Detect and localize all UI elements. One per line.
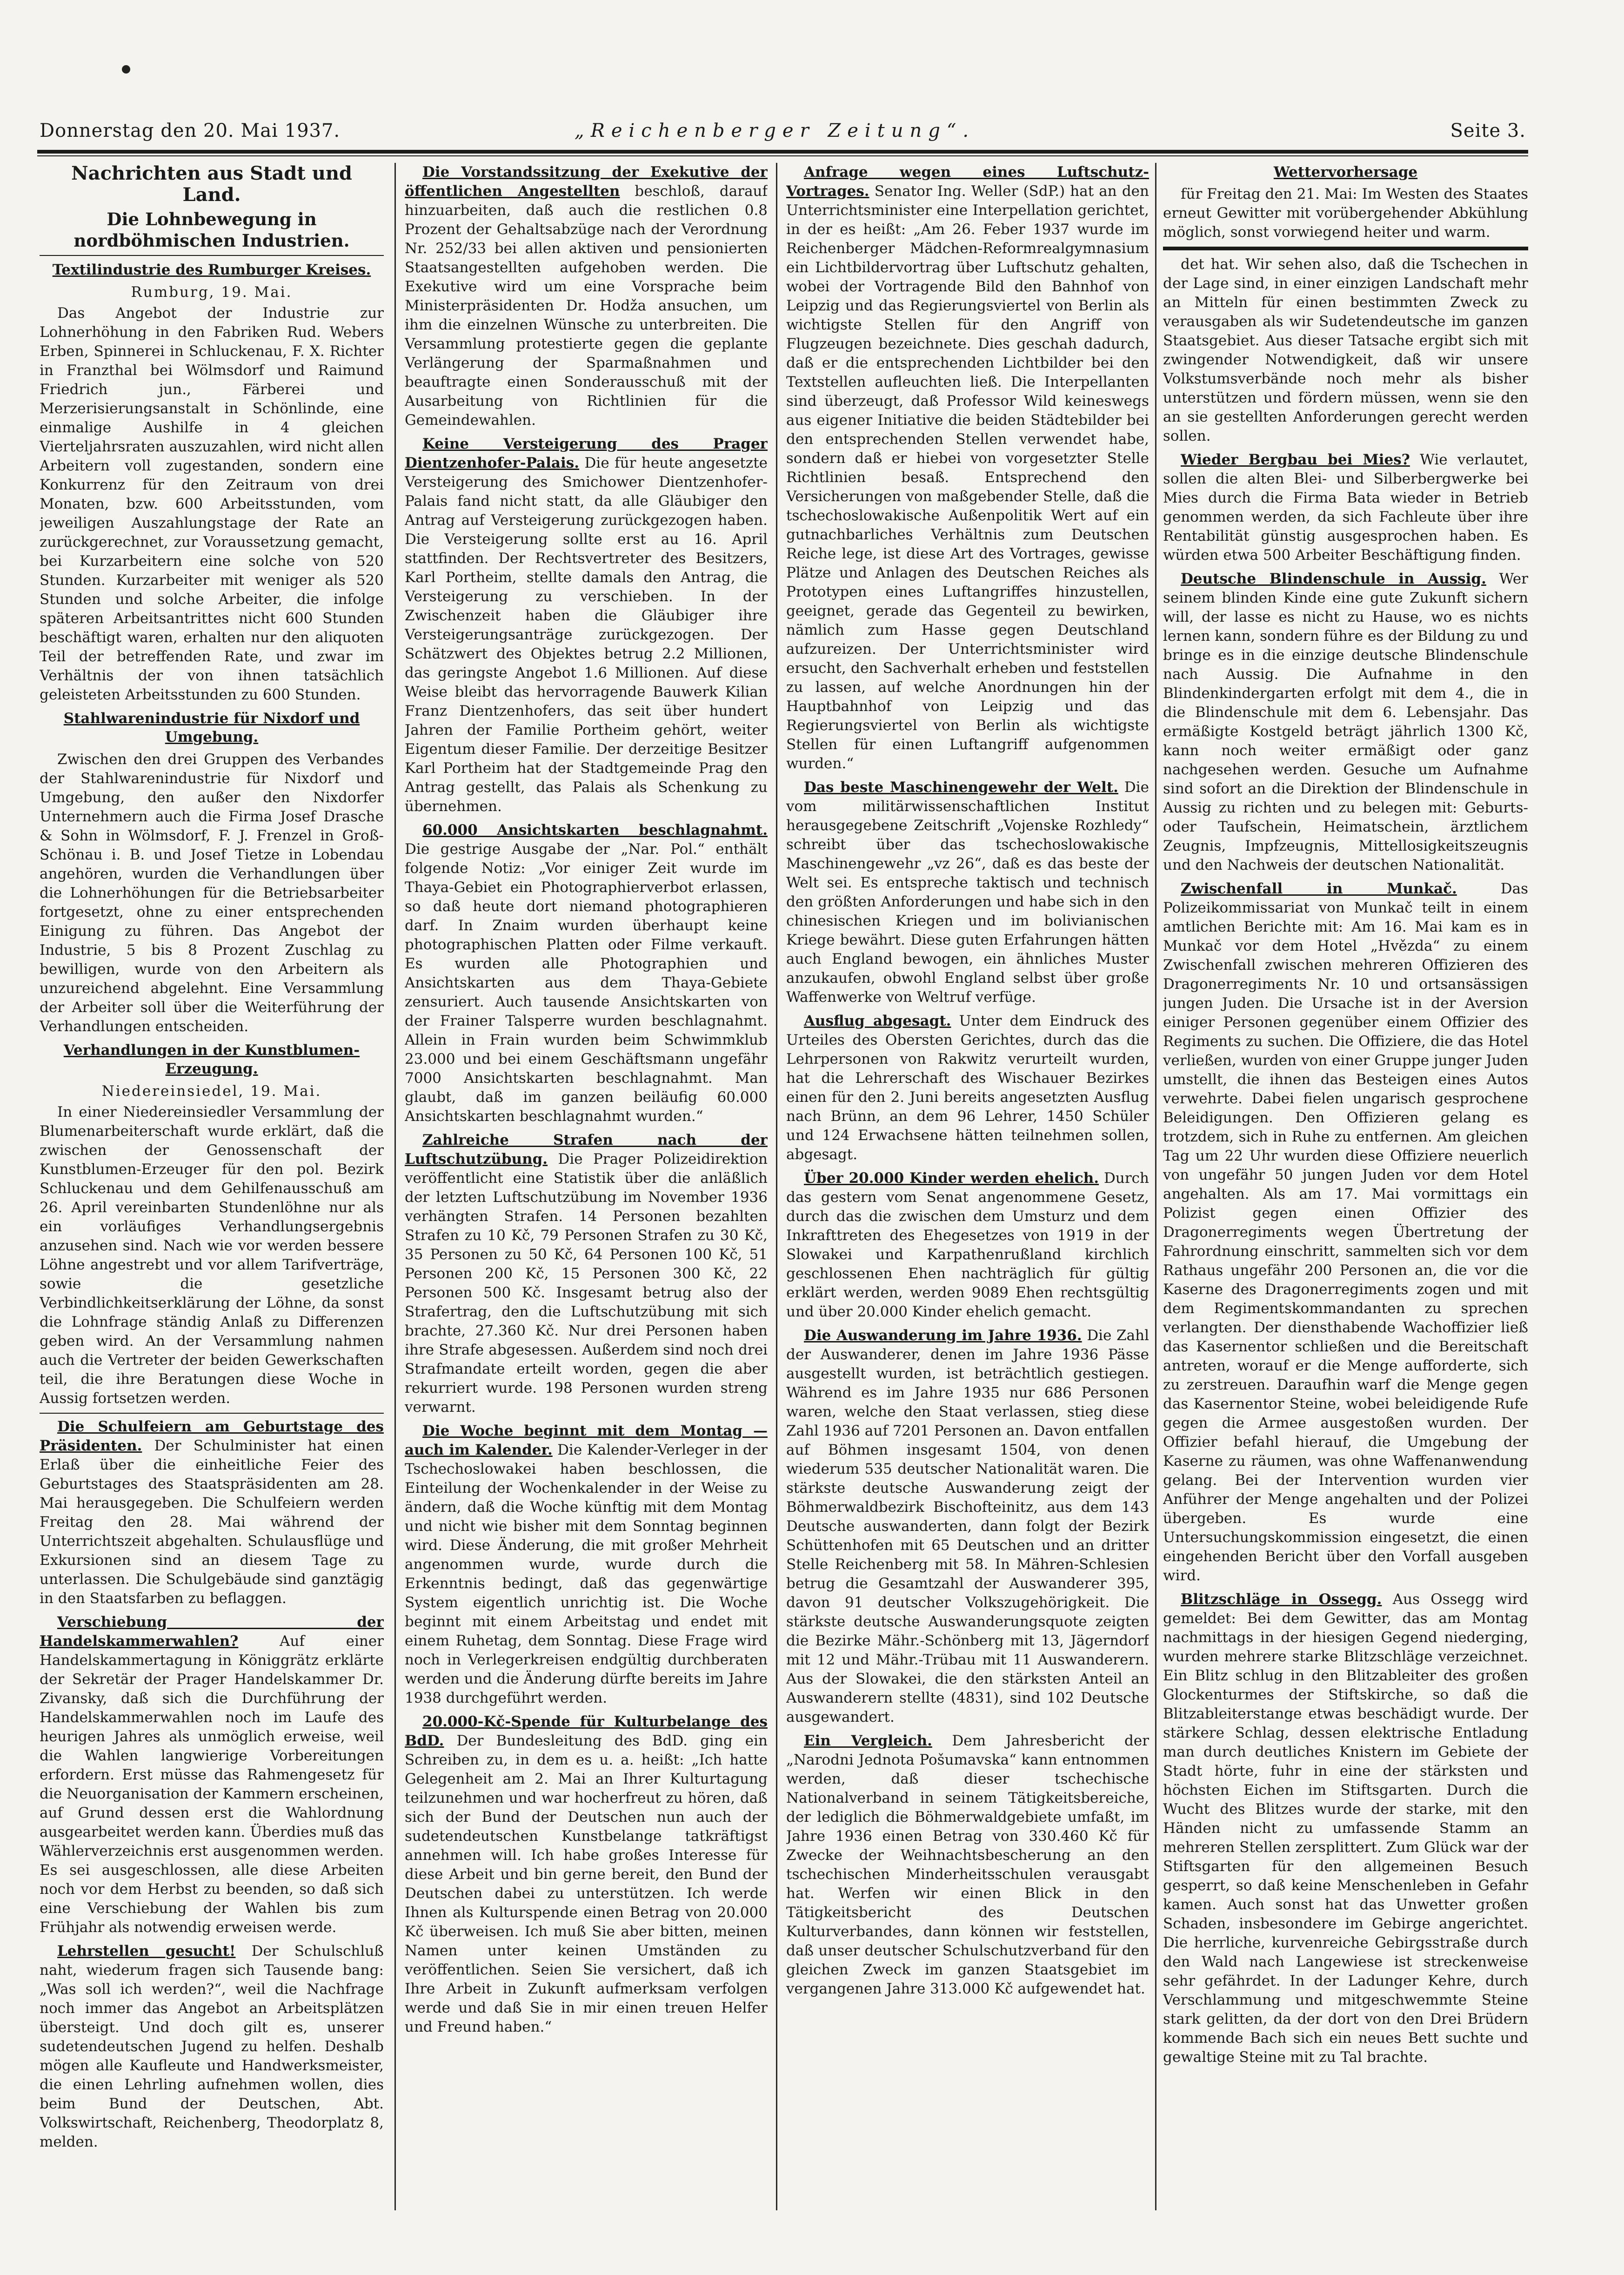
article-title: Verhandlungen in der Kunstblumen-Erzeugung. [63, 1042, 360, 1077]
article-text: Wer seinem blinden Kinde eine gute Zukunft sichern will, der lasse es nicht zu Hause, wo es nichts lernen kann, sondern führe es der Bildung zu und bringe es in die einzige deutsche Blindenschule nach Aussig. Die Aufnahme in den Blindenkindergarten erfolgt mit dem 4., die in die Blindenschule mit dem 6. Lebensjahr. Das ermäßigte Kostgeld beträgt jährlich 1300 Kč, kann noch weiter ermäßigt oder ganz nachgesehen werden. Gesuche um Aufnahme sind sofort an die Direktion der Blindenschule in Aussig zu richten und zu belegen mit: Geburts- oder Taufschein, Heimatschein, ärztlichem Zeugnis, Impfzeugnis, Mittellosigkeitszeugnis und den Nachweis der deutschen Nationalität. [1163, 570, 1528, 873]
article-text: Die vom militärwissenschaftlichen Institut herausgegebene Zeitschrift „Vojenske Rozhledy“ schreibt über das tschechoslowakische Maschinengewehr „vz 26“, daß es das beste der Welt sei. Es entspreche taktisch und technisch den größten Anforderungen und habe sich in den chinesischen Kriegen und im bolivianischen Kriege bewährt. Diese guten Erfahrungen hätten auch England bewogen, ein ähnliches Muster anzukaufen, obwohl England selbst über große Waffenwerke von Weltruf verfüge. [786, 779, 1149, 1006]
article-text: Unter dem Eindruck des Urteiles des Obersten Gerichtes, durch das die Lehrpersonen von Rakwitz verurteilt wurden, hat die Lehrerschaft des Wischauer Bezirkes einen für den 2. Juni bereits angesetzten Ausflug nach Brünn, an dem 96 Lehrer, 1450 Schüler und 124 Erwachsene hätten teilnehmen sollen, abgesagt. [786, 1013, 1149, 1163]
article-title: Das beste Maschinengewehr der Welt. [804, 779, 1118, 796]
article-title: Blitzschläge in Ossegg. [1181, 1591, 1382, 1608]
article-title: Die Woche beginnt mit dem Montag — auch im Kalender. [405, 1423, 768, 1458]
article-title: Ein Vergleich. [804, 1732, 932, 1749]
article-dateline: Niedereinsiedel, 19. Mai. [101, 1083, 322, 1100]
divider [40, 1413, 384, 1414]
article-text: Durch das gestern vom Senat angenommene Gesetz, durch das die zwischen dem Umsturz und dem Inkrafttreten des Ehegesetzes von 1919 in der Slowakei und Karpathenrußland kirchlich geschlossenen Ehen nachträglich für gültig erklärt werden, werden 9089 Ehen rechtsgültig und über 20.000 Kinder ehelich gemacht. [786, 1170, 1149, 1320]
article-text: Senator Ing. Weller (SdP.) hat an den Unterrichtsminister eine Interpellation gerichtet, in der es heißt: „Am 26. Feber 1937 wurde im Reichenberger Mädchen-Reformrealgymnasium ein Lichtbildervortrag über Luftschutz gehalten, wobei der Vortragende Bild den Bahnhof von Leipzig und das Regierungsviertel von Berlin als wichtigste Stellen für den Angriff von Flugzeugen bezeichnete. Dies geschah dadurch, daß er die entsprechenden Lichtbilder bei den Textstellen aufleuchten ließ. Die Interpellanten sind überzeugt, daß Professor Wild keineswegs aus eigener Initiative die beiden Städtebilder bei den entsprechenden Stellen verwendet habe, sondern daß er hiebei von vorgesetzter Stelle Richtlinien besaß. Entsprechend den Versicherungen von maßgebender Stelle, daß die tschechoslowakische Außenpolitik Wert auf ein gutnachbarliches Verhältnis zum Deutschen Reiche lege, ist diese Art des Vortrages, gewisse Plätze und Anlagen des Deutschen Reiches als Prototypen eines Luftangriffes hinzustellen, geeignet, gerade das Gegenteil zu bewirken, nämlich zum Hasse gegen Deutschland aufzureizen. Der Unterrichtsminister wird ersucht, den Sachverhalt erheben und feststellen zu lassen, auf welche Anordnungen hin der Hauptbahnhof von Leipzig und das Regierungsviertel von Berlin als wichtigste Stellen für einen Luftangriff aufgenommen wurden.“ [786, 183, 1149, 772]
header-rule-thin [37, 155, 1528, 156]
article-text: Die Kalender-Verleger in der Tschechoslowakei haben beschlossen, die Einteilung der Wochenkalender in der Weise zu ändern, daß die Woche künftig mit dem Montag und nicht wie bisher mit dem Sonntag beginnen wird. Diese Änderung, die mit großer Mehrheit angenommen wurde, wurde durch die Erkenntnis bedingt, daß das gegenwärtige System eigentlich unrichtig ist. Die Woche beginnt mit einem Arbeitstag und endet mit einem Ruhetag, dem Sonntag. Diese Frage wird noch in Verlegerkreisen endgültig durchberaten werden und die Änderung dürfte bereits im Jahre 1938 durchgeführt werden. [405, 1442, 768, 1706]
article-title: Ausflug abgesagt. [804, 1013, 951, 1029]
divider [1163, 247, 1528, 250]
article-title: Die Auswanderung im Jahre 1936. [804, 1327, 1082, 1344]
article-dateline: Rumburg, 19. Mai. [131, 284, 293, 301]
article-title: Über 20.000 Kinder werden ehelich. [804, 1170, 1099, 1187]
article-text: Der Schulschluß naht, wiederum fragen sich Tausende bang: „Was soll ich werden?“, weil die Nachfrage noch immer das Angebot an Arbeitsplätzen übersteigt. Und doch gilt es, unserer sudetendeutschen Jugend zu helfen. Deshalb mögen alle Kaufleute und Handwerksmeister, die einen Lehrling aufnehmen wollen, dies beim Bund der Deutschen, Abt. Volkswirtschaft, Reichenberg, Theodorplatz 8, melden. [40, 1943, 384, 2150]
divider [40, 255, 384, 256]
article-title: Verschiebung der Handelskammerwahlen? [40, 1614, 384, 1650]
column-divider [394, 163, 396, 2210]
punch-hole-mark [122, 65, 130, 74]
article-text: Dem Jahresbericht der „Narodni Jednota Pošumavska“ kann entnommen werden, daß dieser tschechische Nationalverband in seinem Tätigkeitsbereiche, der lediglich die Böhmerwaldgebiete umfaßt, im Jahre 1936 einen Betrag von 330.460 Kč für Zwecke der Weihnachtsbescherung an den tschechischen Minderheitsschulen verausgabt hat. Werfen wir einen Blick in den Tätigkeitsbericht des Deutschen Kulturverbandes, dann können wir feststellen, daß unser deutscher Schulschutzverband für den gleichen Zweck im ganzen Staatsgebiet im vergangenen Jahre 313.000 Kč aufgewendet hat. [786, 1732, 1149, 1997]
article-title: Deutsche Blindenschule in Aussig. [1181, 570, 1486, 587]
article-title: 20.000-Kč-Spende für Kulturbelange des BdD. [405, 1713, 768, 1749]
article-title: Stahlwarenindustrie für Nixdorf und Umgebung. [63, 710, 360, 745]
article-title: Lehrstellen gesucht! [57, 1943, 236, 1960]
article-text: In einer Niedereinsiedler Versammlung der Blumenarbeiterschaft wurde erklärt, daß die zwischen der Genossenschaft der Kunstblumen-Erzeuger für den pol. Bezirk Schluckenau und dem Gehilfenausschuß am 26. April vereinbarten Stundenlöhne nur als ein vorläufiges Verhandlungsergebnis anzusehen sind. Nach wie vor werden bessere Löhne angestrebt und vor allem Tarifverträge, sowie die gesetzliche Verbindlichkeitserklärung der Löhne, da sonst die Lohnfrage ständig Anlaß zu Differenzen geben wird. An der Versammlung nahmen auch die Vertreter der beiden Gewerkschaften teil, die ihre Beratungen diese Woche in Aussig fortsetzen werden. [40, 1104, 384, 1407]
article-text: Die gestrige Ausgabe der „Nar. Pol.“ enthält folgende Notiz: „Vor einiger Zeit wurde im Thaya-Gebiet ein Photographierverbot erlassen, so daß heute dort niemand photographieren darf. In Znaim wurden überhaupt keine photographischen Platten oder Filme verkauft. Es wurden alle Photographien und Ansichtskarten aus dem Thaya-Gebiete zensuriert. Auch tausende Ansichtskarten von der Frainer Talsperre wurden beschlagnahmt. Allein in Frain wurden beim Schwimmklub 23.000 und bei einem Geschäftsmann ungefähr 7000 Ansichtskarten beschlagnahmt. Man glaubt, daß im ganzen beiläufig 60.000 Ansichtskarten beschlagnahmt wurden.“ [405, 841, 768, 1125]
column-1 [40, 163, 384, 2210]
article-title: Die Vorstandssitzung der Exekutive der öffentlichen Angestellten [405, 164, 768, 200]
article-text: Zwischen den drei Gruppen des Verbandes der Stahlwarenindustrie für Nixdorf und Umgebung, den außer den Nixdorfer Unternehmern auch die Firma Josef Drasche & Sohn in Wölmsdorf, F. J. Frenzel in Groß-Schönau i. B. und Josef Tietze in Lobendau angehören, wurden die Verhandlungen über die Lohnerhöhungen für die Betriebsarbeiter fortgesetzt, ohne zu einer entsprechenden Einigung zu führen. Das Angebot der Industrie, 5 bis 8 Prozent Zuschlag zu bewilligen, wurde von den Arbeitern als unzureichend abgelehnt. Eine Versammlung der Arbeiter soll über die Weiterführung der Verhandlungen entscheiden. [40, 751, 384, 1035]
header-page-number: Seite 3. [1450, 120, 1526, 141]
article-title: Die Schulfeiern am Geburtstage des Präsidenten. [40, 1418, 384, 1454]
article-title: Keine Versteigerung des Prager Dientzenhofer-Palais. [405, 436, 768, 471]
article-text: Die Zahl der Auswanderer, denen im Jahre 1936 Pässe ausgestellt wurden, ist beträchtlich gestiegen. Während es im Jahre 1935 nur 686 Personen waren, welche den Staat verlassen, stieg diese Zahl 1936 auf 7201 Personen an. Davon entfallen auf Böhmen insgesamt 1504, von denen wiederum 535 deutscher Nationalität waren. Die stärkste deutsche Auswanderung zeigt der Böhmerwaldbezirk Bischofteinitz, aus dem 143 Deutsche auswanderten, dann folgt der Bezirk Schüttenhofen mit 65 Deutschen und an dritter Stelle Reichenberg mit 58. In Mähren-Schlesien betrug die Gesamtzahl der Auswanderer 395, davon 91 deutscher Volkszugehörigkeit. Die stärkste deutsche Auswanderungsquote zeigten die Bezirke Mähr.-Schönberg mit 13, Jägerndorf mit 12 und Mähr.-Trübau mit 11 Auswanderern. Aus der Slowakei, die den stärksten Anteil an Auswanderern stellte (4831), sind 102 Deutsche ausgewandert. [786, 1327, 1149, 1725]
section-title: Nachrichten aus Stadt und Land. [71, 163, 352, 206]
article-text: beschloß, darauf hinzuarbeiten, daß auch die restlichen 0.8 Prozent der Gehaltsabzüge nach der Verordnung Nr. 252/33 bei allen aktiven und pensionierten Staatsangestellten aufgehoben werden. Die Exekutive wird um eine Vorsprache beim Ministerpräsidenten Dr. Hodža ansuchen, um ihm die einzelnen Wünsche zu unterbreiten. Die Versammlung protestierte gegen die geplante Verlängerung der Sparmaßnahmen und beauftragte einen Sonderausschuß mit der Ausarbeitung von Richtlinien für die Gemeindewahlen. [405, 183, 768, 429]
article-title: Anfrage wegen eines Luftschutz-Vortrages. [786, 164, 1149, 200]
article-text: Der Bundesleitung des BdD. ging ein Schreiben zu, in dem es u. a. heißt: „Ich hatte Gelegenheit am 2. Mai an Ihrer Kulturtagung teilzunehmen und war hocherfreut zu hören, daß sich der Bund der Deutschen nun auch der sudetendeutschen Kunstbelange tatkräftigst annehmen will. Ich habe großes Interesse für diese Arbeit und bin gerne bereit, den Bund der Deutschen dabei zu unterstützen. Ich werde Ihnen als Kulturspende einen Betrag von 20.000 Kč überweisen. Ich muß Sie aber bitten, meinen Namen unter keinen Umständen zu veröffentlichen. Seien Sie versichert, daß ich Ihre Arbeit in Zukunft aufmerksam verfolgen werde und daß Sie in mir einen treuen Helfer und Freund haben.“ [405, 1732, 768, 2035]
article-text: Die für heute angesetzte Versteigerung des Smichower Dientzenhofer-Palais fand nicht statt, da alle Gläubiger den Antrag auf Versteigerung zurückgezogen haben. Die Versteigerung sollte erst au 16. April stattfinden. Der Rechtsvertreter des Besitzers, Karl Portheim, stellte damals den Antrag, die Versteigerung zu verschieben. In der Zwischenzeit haben die Gläubiger ihre Versteigerungsanträge zurückgezogen. Der Schätzwert des Objektes betrug 2.2 Millionen, das geringste Angebot 1.6 Millionen. Auf diese Weise bleibt das hervorragende Bauwerk Kilian Franz Dientzenhofers, das seit über hundert Jahren der Familie Portheim gehört, weiter Eigentum dieser Familie. Der derzeitige Besitzer Karl Portheim hat der Stadtgemeinde Prag den Antrag gestellt, das Palais als Schenkung zu übernehmen. [405, 455, 768, 815]
column-3 [786, 163, 1149, 2210]
weather-text: für Freitag den 21. Mai: Im Westen des Staates erneut Gewitter mit vorübergehender Abkühlung möglich, sonst vorwiegend heiter und warm. [1163, 186, 1528, 241]
weather-title: Wettervorhersage [1273, 164, 1418, 181]
article-text: det hat. Wir sehen also, daß die Tschechen in der Lage sind, in einer einzigen Landschaft mehr an Mitteln für einen bestimmten Zweck zu verausgaben als wir Sudetendeutsche im ganzen Staatsgebiet. Aus dieser Tatsache ergibt sich mit zwingender Notwendigkeit, daß wir unsere Volkstumsverbände noch mehr als bisher unterstützen und fördern müssen, wenn sie den an sie gestellten Anforderungen gerecht werden sollen. [1163, 256, 1528, 444]
article-text: Wie verlautet, sollen die alten Blei- und Silberbergwerke bei Mies durch die Firma Bata wieder in Betrieb genommen werden, da sich Fachleute über ihre Rentabilität günstig ausgesprochen haben. Es würden etwa 500 Arbeiter Beschäftigung finden. [1163, 451, 1528, 564]
article-title: Textilindustrie des Rumburger Kreises. [52, 262, 371, 278]
article-text: Die Prager Polizeidirektion veröffentlicht eine Statistik über die anläßlich der letzten Luftschutzübung im November 1936 verhängten Strafen. 14 Personen bezahlten Strafen zu 10 Kč, 79 Personen Strafen zu 30 Kč, 35 Personen zu 50 Kč, 64 Personen 100 Kč, 51 Personen 200 Kč, 15 Personen 300 Kč, 22 Personen 500 Kč. Insgesamt betrug also der Strafertrag, den die Luftschutzübung mit sich brachte, 27.360 Kč. Nur drei Personen haben ihre Strafe abgesessen. Außerdem sind noch drei Strafmandate erteilt worden, gegen die aber rekurriert wurde. 198 Personen wurden streng verwarnt. [405, 1151, 768, 1416]
article-title: Wieder Bergbau bei Mies? [1181, 451, 1410, 468]
page-header [40, 120, 1526, 148]
lead-headline: Die Lohnbewegung in nordböhmischen Industrien. [74, 209, 350, 251]
article-text: Aus Ossegg wird gemeldet: Bei dem Gewitter, das am Montag nachmittags in der hiesigen Gegend niederging, wurden mehrere starke Blitzschläge verzeichnet. Ein Blitz schlug in den Blitzableiter des großen Glockenturmes der Stiftskirche, so daß die Blitzableiterstange etwas beschädigt wurde. Der stärkere Schlag, dessen elektrische Entladung man durch deutliches Knistern im Gebiete der Stadt hörte, fuhr in eine der stärksten und höchsten Eichen im Stiftsgarten. Durch die Wucht des Blitzes wurde der starke, mit den Händen nicht zu umfassende Stamm an mehreren Stellen zersplittert. Zum Glück war der Stiftsgarten für den allgemeinen Besuch gesperrt, so daß keine Menschenleben in Gefahr kamen. Auch sonst hat das Unwetter großen Schaden, insbesondere im Gebirge angerichtet. Die herrliche, kurvenreiche Gebirgsstraße durch den Wald nach Langewiese ist streckenweise sehr gefährdet. In der Ladunger Kehre, durch Verschlammung und mitgeschwemmte Steine stark gelitten, da der dort von den Drei Brüdern kommende Bach sich ein neues Bett suchte und gewaltige Steine mit zu Tal brachte. [1163, 1591, 1528, 2066]
header-paper-title: „Reichenberger Zeitung“. [575, 120, 976, 141]
header-rule [37, 150, 1528, 154]
article-title: Zahlreiche Strafen nach der Luftschutzübung. [405, 1132, 768, 1168]
article-title: 60.000 Ansichtskarten beschlagnahmt. [422, 822, 768, 839]
column-2 [405, 163, 768, 2210]
column-divider [1155, 163, 1156, 2210]
article-text: Das Polizeikommissariat von Munkač teilt in einem amtlichen Berichte mit: Am 16. Mai kam es in Munkač vor dem Hotel „Hvězda“ zu einem Zwischenfall zwischen mehreren Offizieren des Dragonerregiments Nr. 10 und ortsansässigen jungen Juden. Die Ursache ist in der Aversion einiger Personen gegenüber einem Offizier des Regiments zu suchen. Die Offiziere, die das Hotel verließen, wurden von einer Gruppe junger Juden umstellt, die ihnen das Besteigen eines Autos verwehrte. Dabei fielen ungarisch gesprochene Beleidigungen. Den Offizieren gelang es trotzdem, sich in Ruhe zu entfernen. Am gleichen Tag um 22 Uhr wurden diese Offiziere neuerlich von ungefähr 50 jungen Juden vor dem Hotel angehalten. Als am 17. Mai vormittags ein Polizist gegen einen Offizier des Dragonerregiments wegen Übertretung der Fahrordnung einschritt, sammelten sich vor dem Rathaus ungefähr 200 Personen an, die vor die Kaserne des Dragonerregiments zogen und mit dem Regimentskommandanten zu sprechen verlangten. Der diensthabende Wachoffizier ließ das Kasernentor schließen und die Bereitschaft antreten, worauf er die Menge aufforderte, sich zu zerstreuen. Daraufhin warf die Menge gegen das Kasernentor Steine, wobei beleidigende Rufe gegen die Armee ausgestoßen wurden. Der Offizier befahl hierauf, die Umgebung der Kaserne zu räumen, was ohne Waffenanwendung gelang. Bei der Intervention wurden vier Anführer der Menge angehalten und der Polizei übergeben. Es wurde eine Untersuchungskommission eingesetzt, die einen eingehenden Bericht über den Vorfall ausgeben wird. [1163, 880, 1528, 1584]
header-date: Donnerstag den 20. Mai 1937. [40, 120, 341, 141]
article-text: Auf einer Handelskammertagung in Königgrätz erklärte der Sekretär der Prager Handelskammer Dr. Zivansky, daß sich die Durchführung der Handelskammerwahlen noch im Laufe des heurigen Jahres als unmöglich erweise, weil die Wahlen langwierige Vorbereitungen erfordern. Erst müsse das Rahmengesetz für die Neuorganisation der Kammern erscheinen, auf Grund dessen erst die Wahlordnung ausgearbeitet werden kann. Überdies muß das Wählerverzeichnis erst ausgenommen werden. Es sei ausgeschlossen, alle diese Arbeiten noch vor dem Herbst zu beenden, so daß sich eine Verschiebung der Wahlen bis zum Frühjahr als notwendig erweisen werde. [40, 1633, 384, 1936]
article-title: Zwischenfall in Munkač. [1181, 880, 1457, 897]
column-divider [776, 163, 777, 2210]
article-text: Der Schulminister hat einen Erlaß über die einheitliche Feier des Geburtstages des Staatspräsidenten am 28. Mai herausgegeben. Die Schulfeiern werden Freitag den 28. Mai während der Unterrichtszeit abgehalten. Schulausflüge und Exkursionen sind an diesem Tage zu unterlassen. Die Schulgebäude sind ganztägig in den Staatsfarben zu beflaggen. [40, 1437, 384, 1607]
article-text: Das Angebot der Industrie zur Lohnerhöhung in den Fabriken Rud. Webers Erben, Spinnerei in Schluckenau, F. X. Richter in Franzthal bei Wölmsdorf und Raimund Friedrich jun., Färberei und Merzerisierungsanstalt in Schönlinde, eine einmalige Aushilfe in 4 gleichen Vierteljahrsraten auszuzahlen, wird nicht allen Arbeitern voll zugestanden, sondern eine Konkurrenz für den Zeitraum von drei Monaten, bzw. 600 Arbeitsstunden, vom jeweiligen Auszahlungstage der Rate an zurückgerechnet, zur Voraussetzung gemacht, bei Kurzarbeitern eine solche von 520 Stunden. Kurzarbeiter mit weniger als 520 Stunden und solche Arbeiter, die infolge späteren Arbeitsantrittes nicht 600 Stunden beschäftigt waren, erhalten nur den aliquoten Teil der betreffenden Rate, und zwar im Verhältnis der von ihnen tatsächlich geleisteten Arbeitsstunden zu 600 Stunden. [40, 305, 384, 703]
column-4 [1163, 163, 1528, 2210]
